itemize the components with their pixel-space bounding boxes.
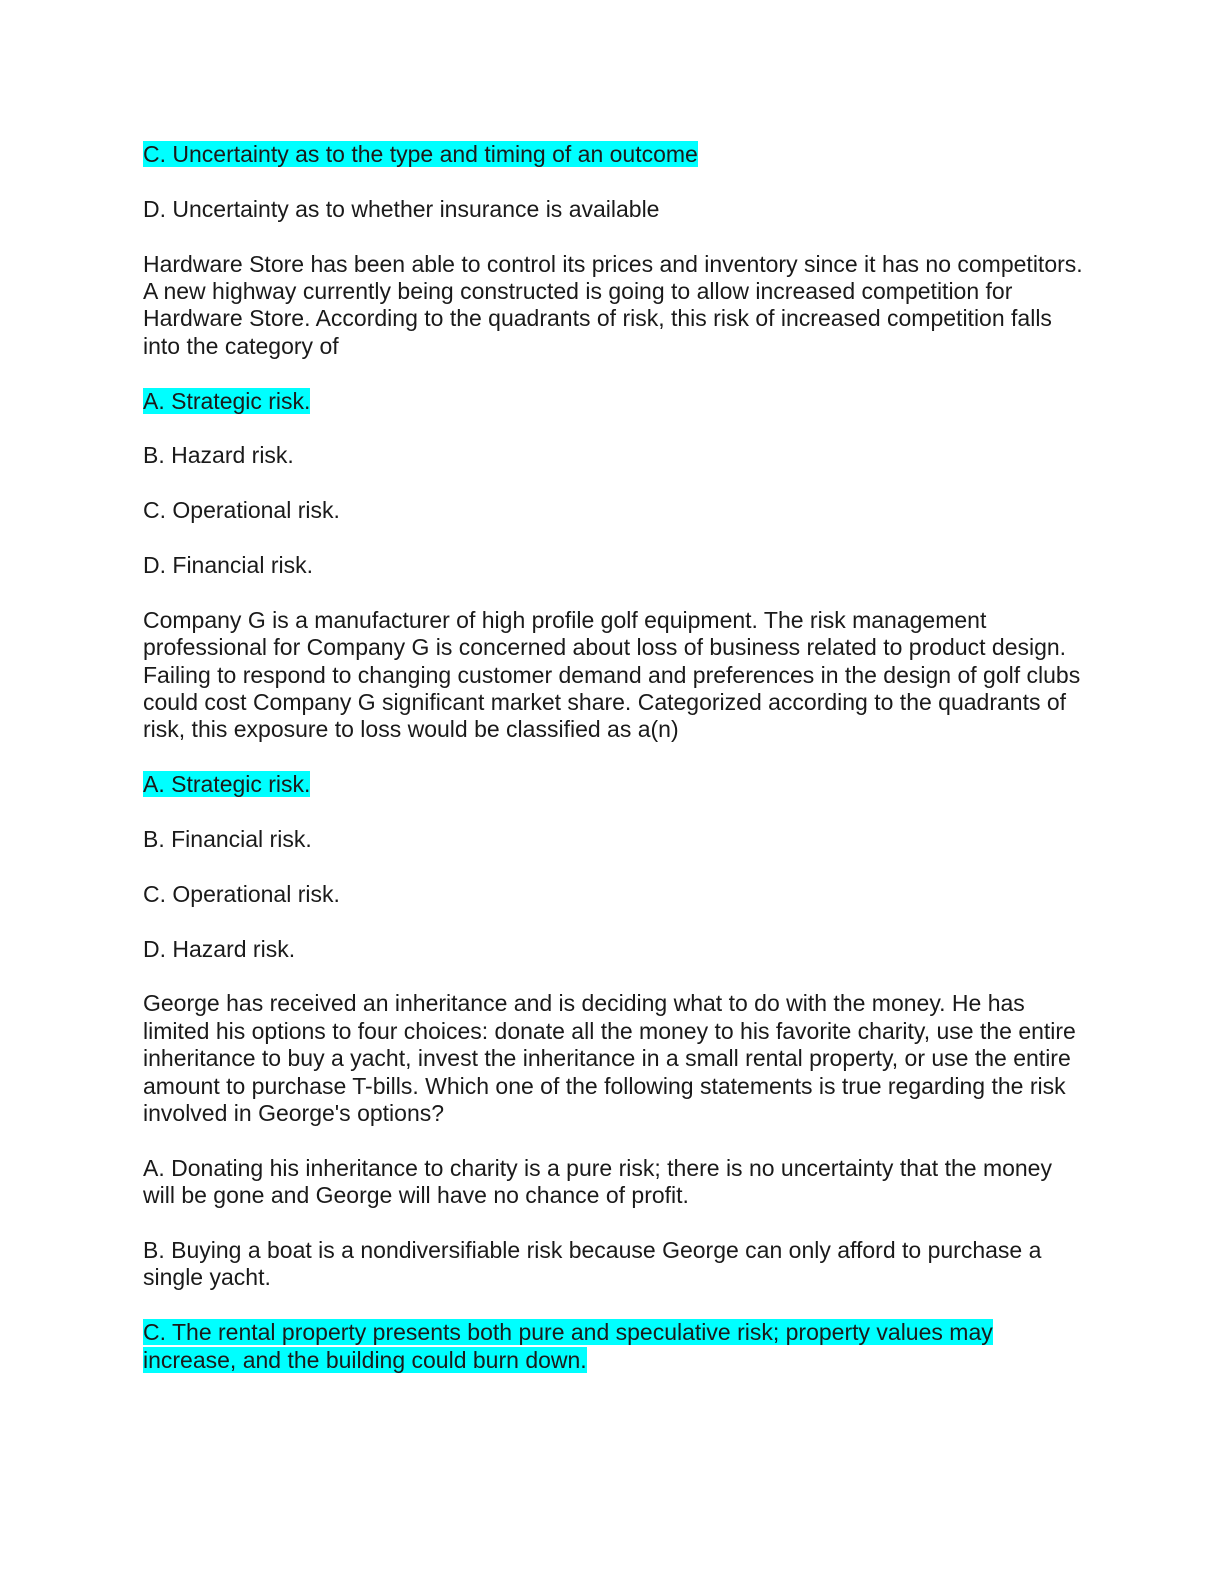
answer-option	[143, 497, 1083, 524]
answer-option	[143, 1237, 1083, 1292]
answer-option	[143, 1155, 1083, 1210]
answer-option	[143, 196, 1083, 223]
answer-option	[143, 826, 1083, 853]
question-text	[143, 990, 1083, 1127]
answer-option	[143, 771, 1083, 798]
answer-text: B. Hazard risk.	[143, 442, 294, 469]
highlighted-answer-text: C. The rental property presents both pure and speculative risk; property values may increase, and the building could burn down.	[143, 1319, 993, 1373]
answer-text: D. Financial risk.	[143, 552, 313, 578]
question-body: Company G is a manufacturer of high profile golf equipment. The risk management professional for Company G is concerned about loss of business related to product design. Failing to respond to changing customer demand and preferences in the design of golf clubs could cost Company G significant market share. Categorized according to the quadrants of risk, this exposure to loss would be classified as a(n)	[143, 606, 1081, 743]
highlighted-answer-text: A. Strategic risk.	[143, 387, 311, 414]
answer-text: D. Hazard risk.	[143, 935, 296, 962]
highlighted-answer-text: C. Uncertainty as to the type and timing of an outcome	[143, 141, 698, 167]
answer-option	[143, 1319, 1083, 1374]
highlighted-answer-text: A. Strategic risk.	[143, 771, 311, 798]
answer-option	[143, 552, 1083, 579]
answer-text: B. Buying a boat is a nondiversifiable risk because George can only afford to purchase a single yacht.	[143, 1237, 1042, 1291]
answer-option	[143, 936, 1083, 963]
answer-option	[143, 881, 1083, 908]
answer-option	[143, 388, 1083, 415]
answer-text: C. Operational risk.	[143, 880, 340, 907]
question-body: George has received an inheritance and is deciding what to do with the money. He has limited his options to four choices: donate all the money to his favorite charity, use the entire inheritance to buy a yacht, invest the inheritance in a small rental property, or use the entire amount to purchase T-bills. Which one of the following statements is true regarding the risk involved in George's options?	[143, 990, 1076, 1127]
answer-option	[143, 141, 1083, 168]
answer-text: A. Donating his inheritance to charity is a pure risk; there is no uncertainty that the money will be gone and George will have no chance of profit.	[143, 1154, 1052, 1209]
answer-text: C. Operational risk.	[143, 497, 340, 524]
document-page	[143, 141, 1083, 1401]
question-text	[143, 251, 1083, 361]
answer-option	[143, 442, 1083, 469]
answer-text: B. Financial risk.	[143, 826, 312, 853]
question-text	[143, 607, 1083, 744]
answer-text: D. Uncertainty as to whether insurance is available	[143, 195, 660, 222]
question-body: Hardware Store has been able to control its prices and inventory since it has no competitors. A new highway currently being constructed is going to allow increased competition for Hardware Store. According to the quadrants of risk, this risk of increased competition falls into the category of	[143, 250, 1083, 359]
